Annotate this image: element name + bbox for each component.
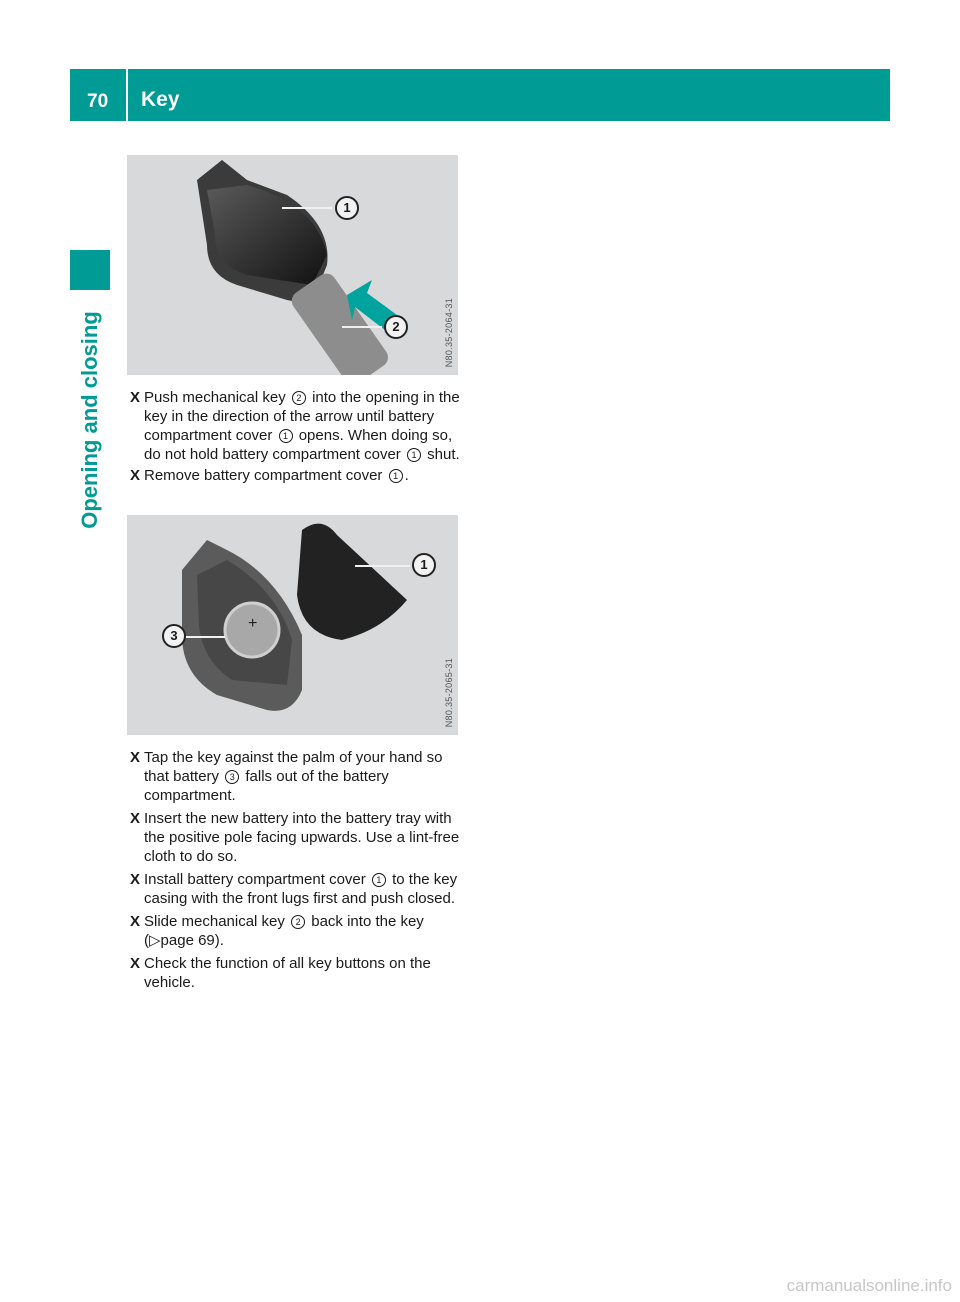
callout-1: 1	[412, 553, 436, 577]
step-text: Slide mechanical key	[144, 913, 290, 930]
instruction-step	[130, 870, 465, 908]
sidebar-marker	[70, 250, 110, 290]
positive-sign: +	[248, 615, 258, 632]
instruction-list	[130, 388, 465, 485]
instruction-step	[130, 954, 465, 992]
instruction-list	[130, 748, 465, 992]
step-text: into the opening in the key in the direction of the arrow until battery compartment cover	[144, 389, 460, 444]
step-marker: X	[130, 749, 141, 766]
leader-line-3	[185, 636, 225, 638]
header-divider	[126, 69, 128, 121]
page-header	[70, 69, 890, 121]
step-text: Tap the key against the palm of your hand so that battery	[144, 749, 443, 785]
watermark-url: carmanualsonline.info	[786, 1276, 952, 1295]
step-marker: X	[130, 389, 141, 406]
instruction-step	[130, 748, 465, 805]
step-marker: X	[130, 871, 141, 888]
step-text: to the key casing with the front lugs first and push closed.	[144, 871, 458, 907]
step-text: Install battery compartment cover	[144, 871, 370, 888]
figure-code: N80.35-2065-31	[444, 657, 454, 727]
callout-ref: 1	[407, 448, 421, 462]
step-text: falls out of the battery compartment.	[144, 768, 389, 804]
callout-ref: 2	[292, 391, 306, 405]
step-text: Check the function of all key buttons on the vehicle.	[144, 955, 431, 991]
callout-ref: 2	[291, 915, 305, 929]
callout-ref: 1	[389, 469, 403, 483]
callout-1: 1	[335, 196, 359, 220]
instruction-step	[130, 809, 465, 866]
instruction-step	[130, 388, 465, 464]
figure-code: N80.35-2064-31	[444, 297, 454, 367]
section-label: Opening and closing	[77, 311, 102, 529]
key-illustration	[127, 155, 458, 375]
leader-line-2	[342, 326, 382, 328]
step-marker: X	[130, 467, 141, 484]
figure-battery	[127, 515, 458, 735]
step-text: opens. When doing so, do not hold battery compartment cover	[144, 427, 453, 463]
step-text: Insert the new battery into the battery tray with the positive pole facing upwards. Use a lint-free cloth to do so.	[144, 810, 460, 865]
instructions-part-2	[130, 748, 465, 996]
figure-key-open	[127, 155, 458, 375]
step-text: Remove battery compartment cover	[144, 467, 387, 484]
callout-ref: 3	[225, 770, 239, 784]
callout-ref: 1	[279, 429, 293, 443]
step-text: back into the key (	[144, 913, 424, 949]
instruction-step	[130, 912, 465, 950]
leader-line-1	[355, 565, 410, 567]
callout-3: 3	[162, 624, 186, 648]
callout-2: 2	[384, 315, 408, 339]
leader-line-1	[282, 207, 332, 209]
page-title: Key	[141, 88, 180, 111]
step-text: .	[404, 467, 409, 484]
step-text: shut.	[422, 446, 460, 463]
instructions-part-1	[130, 388, 465, 487]
step-marker: X	[130, 810, 141, 827]
instruction-step	[130, 466, 465, 485]
page-number: 70	[87, 91, 109, 112]
step-marker: X	[130, 955, 141, 972]
callout-ref: 1	[372, 873, 386, 887]
step-text: Push mechanical key	[144, 389, 290, 406]
step-text: page 69).	[160, 932, 224, 949]
page-ref-icon: ▷	[149, 932, 161, 949]
step-marker: X	[130, 913, 141, 930]
